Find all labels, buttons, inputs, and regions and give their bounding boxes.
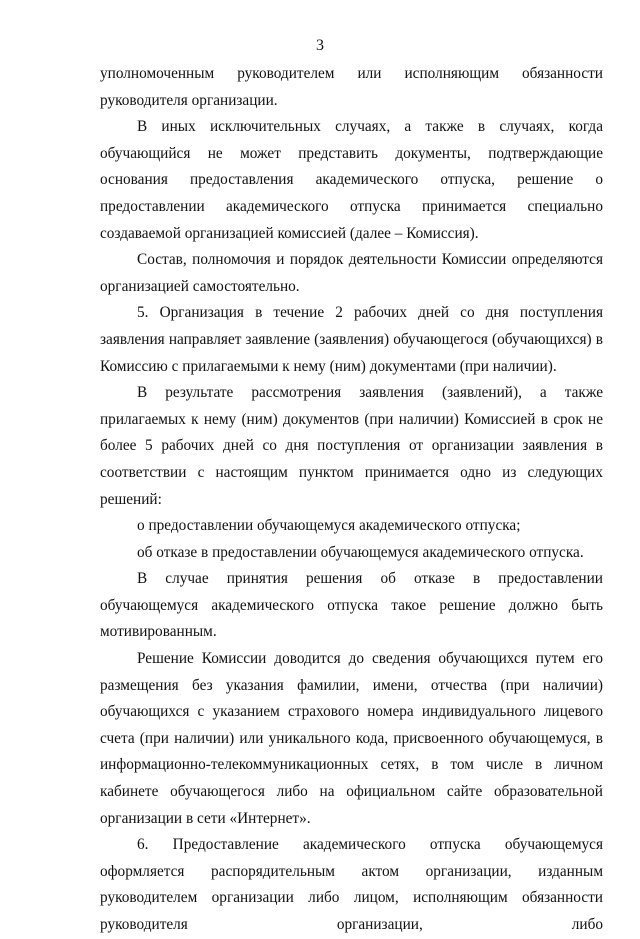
paragraph: 5. Организация в течение 2 рабочих дней со дня поступления заявления направляет заявление (заявления) обучающегося (обучающихся) в Комиссию с прилагаемыми к нему (ним) документами (при наличии). (100, 304, 603, 375)
paragraph: Решение Комиссии доводится до сведения обучающихся путем его размещения без указания фамилии, имени, отчества (при наличии) обучающихся с указанием страхового номера индивидуального лицевого счета (при наличии) или уникального кода, присвоенного обучающемуся, в информационно-телекоммуникационных сетях, в том числе в личном кабинете обучающегося либо на официальном сайте образовательной организации в сети «Интернет». (100, 650, 603, 827)
document-body (100, 61, 603, 939)
list-item: о предоставлении обучающемуся академического отпуска; (137, 517, 521, 535)
paragraph: Состав, полномочия и порядок деятельности Комиссии определяются организацией самостоятельно. (100, 251, 603, 295)
paragraph: В иных исключительных случаях, а также в случаях, когда обучающийся не может представить документы, подтверждающие основания предоставления академического отпуска, решение о предоставлении академического отпуска принимается специально создаваемой организацией комиссией (далее – Комиссия). (100, 118, 603, 242)
list-item: об отказе в предоставлении обучающемуся академического отпуска. (137, 543, 584, 561)
paragraph: уполномоченным руководителем или исполняющим обязанности руководителя организации. (100, 65, 603, 109)
paragraph: 6. Предоставление академического отпуска обучающемуся оформляется распорядительным актом организации, изданным руководителем организации либо лицом, исполняющим обязанности руководителя организации, либо (100, 836, 603, 933)
paragraph: В результате рассмотрения заявления (заявлений), а также прилагаемых к нему (ним) документов (при наличии) Комиссией в срок не более 5 рабочих дней со дня поступления от организации заявления в соответствии с настоящим пунктом принимается одно из следующих решений: (100, 384, 603, 508)
paragraph: В случае принятия решения об отказе в предоставлении обучающемуся академического отпуска такое решение должно быть мотивированным. (100, 570, 603, 641)
page-number: 3 (316, 37, 324, 54)
